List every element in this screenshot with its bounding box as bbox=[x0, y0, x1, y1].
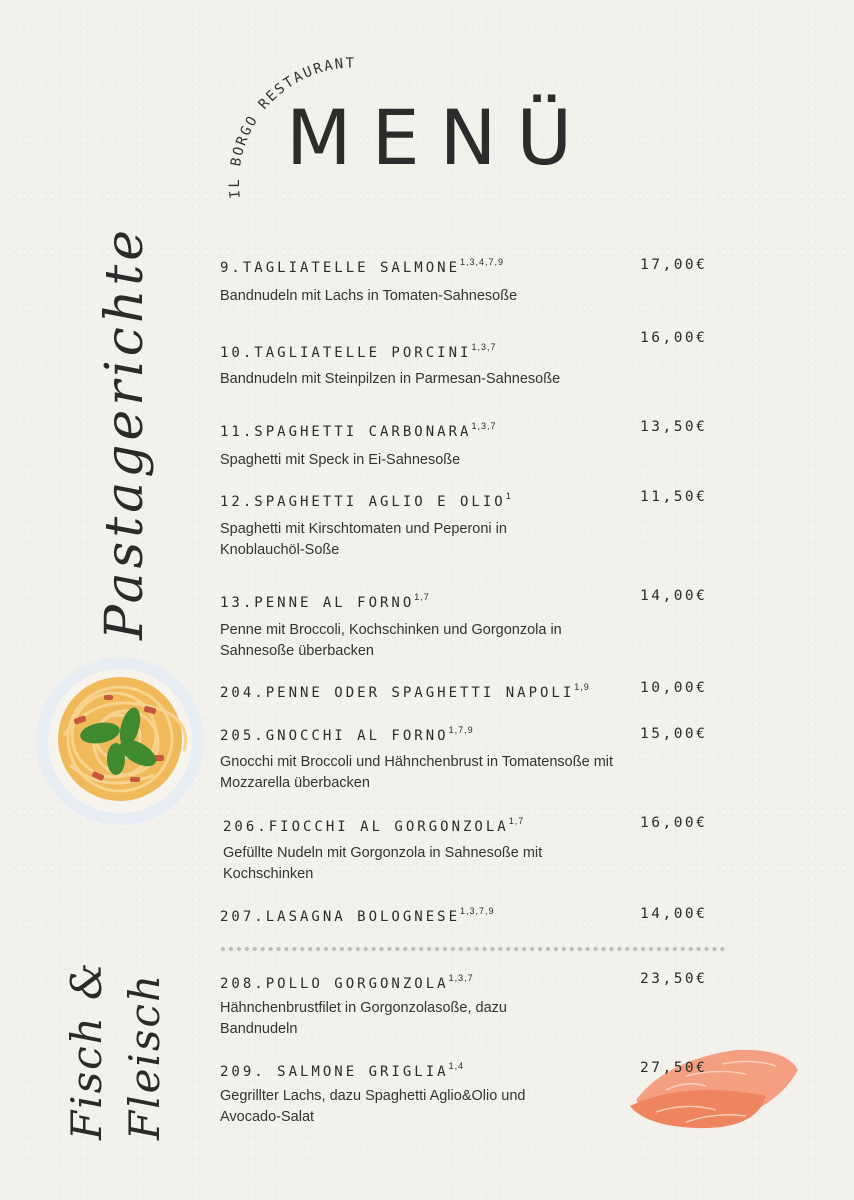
salmon-fillet-illustration bbox=[626, 1040, 806, 1132]
menu-item-name: 208.POLLO GORGONZOLA$^{1,3,7}$ bbox=[220, 973, 474, 992]
menu-item-name: 204.PENNE ODER SPAGHETTI NAPOLI$^{1,9}$ bbox=[220, 682, 590, 701]
menu-item-price: 17,00€ bbox=[640, 257, 708, 273]
restaurant-name: IL BORGO RESTAURANT bbox=[226, 55, 357, 200]
menu-item-price: 13,50€ bbox=[640, 419, 708, 435]
spaghetti-plate-illustration bbox=[34, 655, 206, 827]
menu-item-price: 14,00€ bbox=[640, 588, 708, 604]
menu-item-description: Bandnudeln mit Lachs in Tomaten-Sahnesoße bbox=[220, 288, 518, 304]
menu-item-price: 14,00€ bbox=[640, 906, 708, 922]
section-label-meat-line2: Fleisch bbox=[120, 973, 169, 1140]
menu-item-price: 10,00€ bbox=[640, 680, 708, 696]
menu-item-name: 205.GNOCCHI AL FORNO$^{1,7,9}$ bbox=[220, 725, 474, 744]
menu-item-description: Spaghetti mit Speck in Ei-Sahnesoße bbox=[220, 452, 461, 468]
menu-item-description: Gegrillter Lachs, dazu Spaghetti Aglio&Olio und Avocado-Salat bbox=[220, 1088, 526, 1125]
menu-item-price: 11,50€ bbox=[640, 489, 708, 505]
menu-item-name: 206.FIOCCHI AL GORGONZOLA$^{1,7}$ bbox=[223, 816, 525, 835]
page-title: MENÜ bbox=[286, 93, 593, 182]
menu-item-description: Hähnchenbrustfilet in Gorgonzolasoße, dazu Bandnudeln bbox=[220, 1000, 507, 1037]
menu-item-price: 15,00€ bbox=[640, 726, 708, 742]
menu-item-description: Gefüllte Nudeln mit Gorgonzola in Sahnesoße mit Kochschinken bbox=[223, 845, 543, 882]
section-label-pasta: Pastagerichte bbox=[95, 225, 155, 640]
menu-item-description: Spaghetti mit Kirschtomaten und Peperoni in Knoblauchöl-Soße bbox=[220, 521, 507, 558]
menu-item-name: 13.PENNE AL FORNO$^{1,7}$ bbox=[220, 592, 430, 611]
section-label-meat-line1: Fisch & bbox=[62, 960, 111, 1140]
menu-item-name: 11.SPAGHETTI CARBONARA$^{1,3,7}$ bbox=[220, 421, 497, 440]
menu-item-price: 16,00€ bbox=[640, 330, 708, 346]
menu-item-price: 23,50€ bbox=[640, 971, 708, 987]
menu-item-name: 9.TAGLIATELLE SALMONE$^{1,3,4,7,9}$ bbox=[220, 257, 505, 276]
menu-item-name: 12.SPAGHETTI AGLIO E OLIO$^1$ bbox=[220, 491, 512, 510]
menu-item-description: Gnocchi mit Broccoli und Hähnchenbrust in Tomatensoße mit Mozzarella überbacken bbox=[220, 754, 614, 791]
menu-item-name: 207.LASAGNA BOLOGNESE$^{1,3,7,9}$ bbox=[220, 906, 495, 925]
menu-item-price: 27,50€ bbox=[640, 1060, 708, 1076]
menu-item-name: 10.TAGLIATELLE PORCINI$^{1,3,7}$ bbox=[220, 342, 497, 361]
section-divider bbox=[221, 947, 725, 951]
menu-item-price: 16,00€ bbox=[640, 815, 708, 831]
menu-item-description: Penne mit Broccoli, Kochschinken und Gorgonzola in Sahnesoße überbacken bbox=[220, 622, 562, 659]
menu-item-description: Bandnudeln mit Steinpilzen in Parmesan-Sahnesoße bbox=[220, 371, 561, 387]
menu-item-name: 209. SALMONE GRIGLIA$^{1,4}$ bbox=[220, 1061, 465, 1080]
